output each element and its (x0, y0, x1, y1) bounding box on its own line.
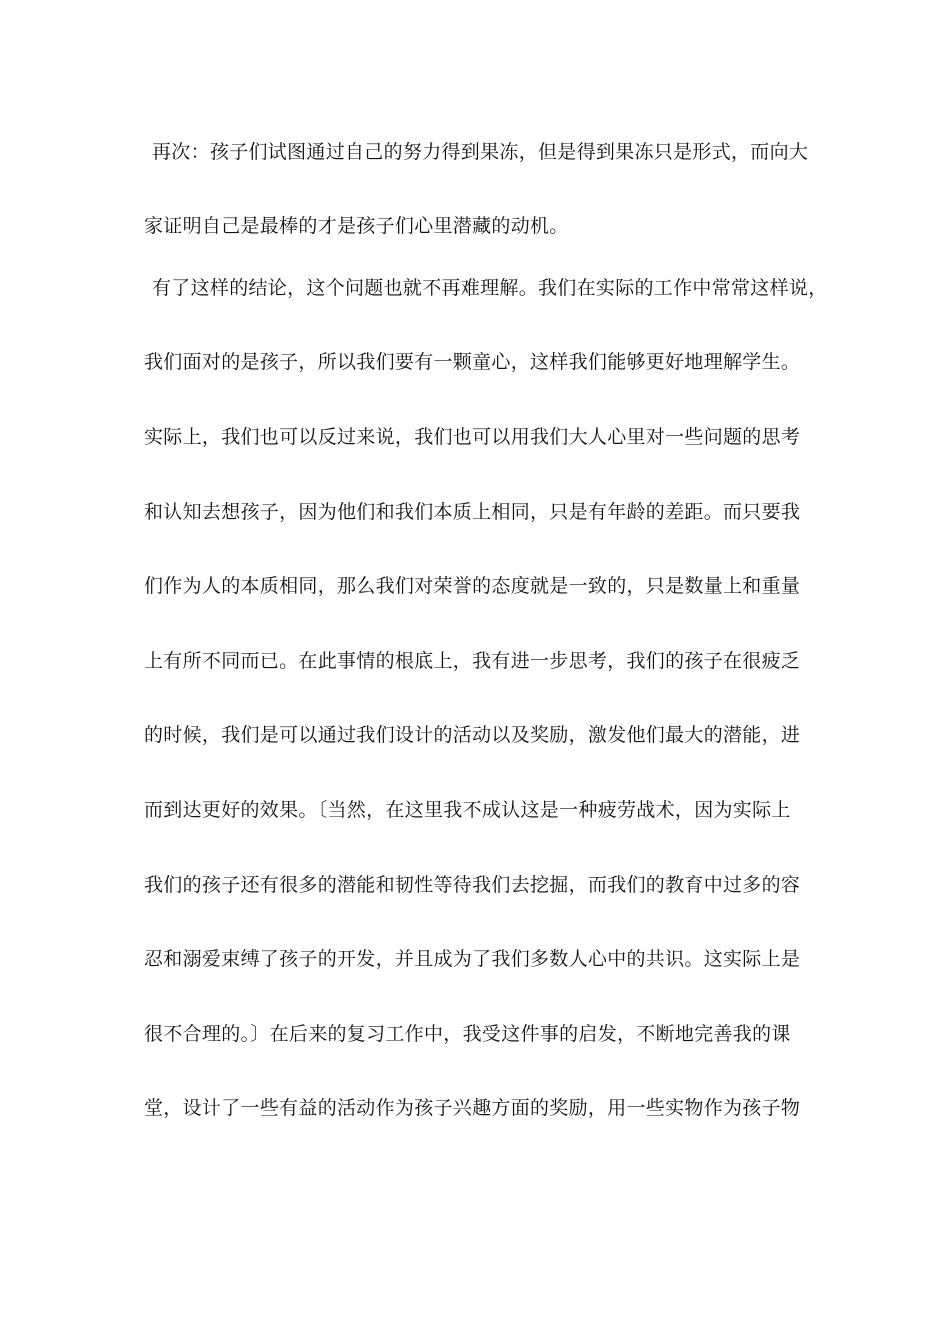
paragraph-1-line-2: 家证明自己是最棒的才是孩子们心里潜藏的动机。 (144, 215, 569, 237)
paragraph-2-line-4: 和认知去想孩子，因为他们和我们本质上相同，只是有年龄的差距。而只要我 (144, 501, 801, 523)
paragraph-2-line-3: 实际上，我们也可以反过来说，我们也可以用我们大人心里对一些问题的思考 (144, 426, 801, 448)
paragraph-1-line-1: 再次：孩子们试图通过自己的努力得到果冻，但是得到果冻只是形式，而向大 (152, 141, 809, 163)
paragraph-2-line-6: 上有所不同而已。在此事情的根底上，我有进一步思考，我们的孩子在很疲乏 (144, 650, 801, 672)
paragraph-2-line-12: 堂，设计了一些有益的活动作为孩子兴趣方面的奖励，用一些实物作为孩子物 (144, 1097, 801, 1119)
paragraph-2-line-10: 忍和溺爱束缚了孩子的开发，并且成为了我们多数人心中的共识。这实际上是 (144, 948, 801, 970)
paragraph-2-line-1: 有了这样的结论，这个问题也就不再难理解。我们在实际的工作中常常这样说， (152, 277, 828, 299)
paragraph-2-line-11: 很不合理的。〕在后来的复习工作中，我受这件事的启发，不断地完善我的课 (144, 1023, 791, 1045)
paragraph-2-line-8: 而到达更好的效果。〔当然，在这里我不成认这是一种疲劳战术，因为实际上 (144, 799, 791, 821)
paragraph-2-line-9: 我们的孩子还有很多的潜能和韧性等待我们去挖掘，而我们的教育中过多的容 (144, 874, 801, 896)
paragraph-2-line-7: 的时候，我们是可以通过我们设计的活动以及奖励，激发他们最大的潜能，进 (144, 724, 801, 746)
paragraph-2-line-5: 们作为人的本质相同，那么我们对荣誉的态度就是一致的，只是数量上和重量 (144, 575, 801, 597)
paragraph-2-line-2: 我们面对的是孩子，所以我们要有一颗童心，这样我们能够更好地理解学生。 (144, 351, 801, 373)
